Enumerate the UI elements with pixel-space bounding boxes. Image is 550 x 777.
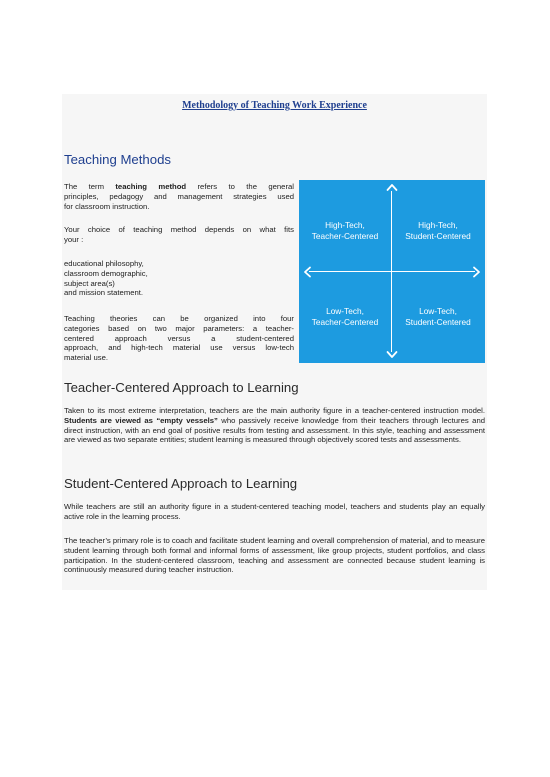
list-item: and mission statement. [64,288,144,298]
intro-paragraph [64,182,294,211]
teaching-quadrant-diagram [299,180,485,363]
document-title: Methodology of Teaching Work Experience [182,100,367,111]
theories-line: categories based on two major parameters: a teacher- [64,323,294,333]
chevron-right-icon [472,266,481,278]
section-heading-student-centered: Student-Centered Approach to Learning [64,476,298,491]
quadrant-high-tech-teacher-centered: High-Tech, Teacher-Centered [311,220,379,241]
theories-line: Teaching theories can be organized into four [64,314,294,323]
factors-list [64,259,294,298]
horizontal-axis [309,271,475,272]
theories-line: approach, and high-tech material use versus low-tech [64,343,294,353]
term-teaching-method: teaching method [115,182,187,191]
list-item: classroom demographic, [64,268,148,278]
student-centered-paragraph-2: The teacher’s primary role is to coach and facilitate student learning and overall comprehension of material, and to measure student learning through both formal and informal forms of assessment, like group projects, student portfolios, and class participation. In the student-centered classroom, teaching and assessment are connected because student learning is continuously measured during teacher instruction. [64,536,485,575]
choice-paragraph [64,225,294,245]
chevron-left-icon [303,266,312,278]
chevron-down-icon [386,350,398,359]
theories-paragraph [64,314,294,363]
chevron-up-icon [386,183,398,192]
quadrant-low-tech-student-centered: Low-Tech, Student-Centered [405,306,471,327]
list-item: subject area(s) [64,278,115,288]
intro-line-1: The term teaching method refers to the general [64,182,294,191]
teacher-centered-paragraph: Taken to its most extreme interpretation, teachers are the main authority figure in a teacher-centered instruction model. Students are viewed as “empty vessels” who passively receive knowledge from their teachers through lectures and direct instruction, with an end goal of positive results from testing and assessment. In this style, teaching and assessment are viewed as two separate entities; student learning is measured through objectively scored tests and assessments. [64,406,485,445]
intro-line-3: for classroom instruction. [64,201,150,211]
theories-line: centered approach versus a student-centered [64,333,294,343]
choice-line-2: your : [64,234,84,244]
choice-line-1: Your choice of teaching method depends on what fits [64,225,294,234]
list-item: educational philosophy, [64,259,144,268]
intro-line-2: principles, pedagogy and management strategies used [64,191,294,201]
empty-vessels-phrase: Students are viewed as “empty vessels” [64,415,218,425]
quadrant-high-tech-student-centered: High-Tech, Student-Centered [405,220,471,241]
section-heading-teacher-centered: Teacher-Centered Approach to Learning [64,380,299,395]
student-centered-paragraph-1: While teachers are still an authority figure in a student-centered teaching model, teachers and students play an equally active role in the learning process. [64,502,485,521]
theories-line: material use. [64,353,109,363]
section-heading-teaching-methods: Teaching Methods [64,152,172,167]
quadrant-low-tech-teacher-centered: Low-Tech, Teacher-Centered [311,306,379,327]
